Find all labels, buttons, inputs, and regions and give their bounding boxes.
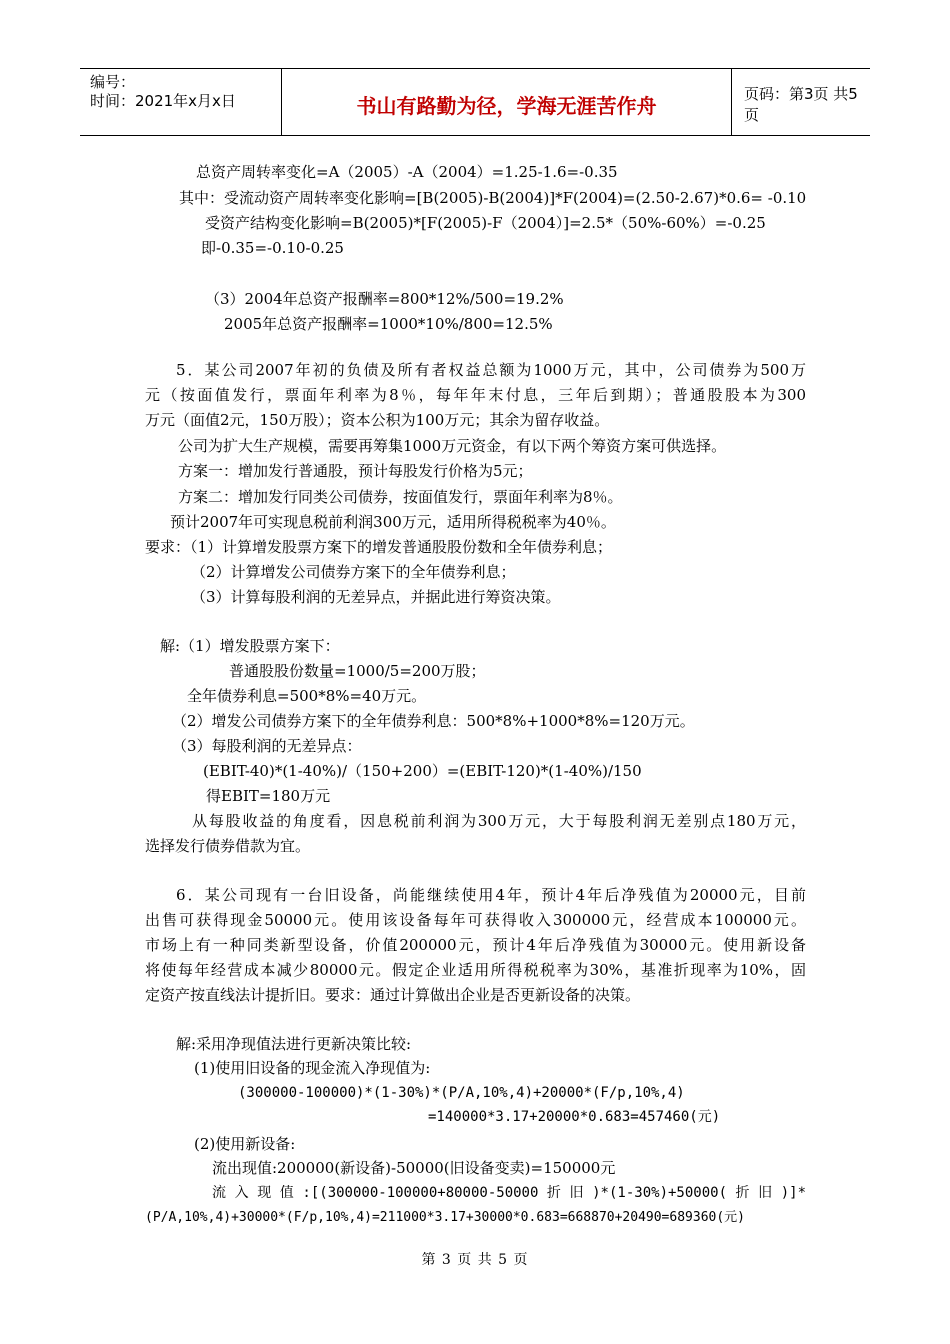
text-line: 解:采用净现值法进行更新决策比较: <box>176 1035 412 1053</box>
text-line: 选择发行债券借款为宜。 <box>145 837 311 855</box>
text-line: 预计2007年可实现息税前利润300万元，适用所得税税率为40％。 <box>170 513 616 531</box>
document-time-label: 时间：2021年x月x日 <box>90 92 236 110</box>
formula-line: =140000*3.17+20000*0.683=457460(元) <box>428 1109 721 1125</box>
text-line: 将使每年经营成本减少80000元。假定企业适用所得税税率为30%，基准折现率为10%，固 <box>145 961 806 979</box>
text-line: 6．某公司现有一台旧设备，尚能继续使用4年，预计4年后净残值为20000元，目前 <box>176 886 806 904</box>
text-line: 方案一：增加发行普通股，预计每股发行价格为5元； <box>178 462 533 480</box>
text-line: 元（按面值发行，票面年利率为8％，每年年末付息，三年后到期）；普通股股本为300 <box>145 386 806 404</box>
text-line: 受资产结构变化影响=B(2005)*[F(2005)-F（2004）]=2.5*（50%-60%）=-0.25 <box>205 214 766 232</box>
text-line: （3）计算每股利润的无差异点，并据此进行筹资决策。 <box>191 588 561 606</box>
formula-line: (300000-100000)*(1-30%)*(P/A,10%,4)+20000*(F/p,10%,4) <box>238 1085 685 1101</box>
text-line: （3）2004年总资产报酬率=800*12%/500=19.2% <box>205 290 564 308</box>
text-line: (1)使用旧设备的现金流入净现值为: <box>194 1059 431 1077</box>
formula-line: (P/A,10%,4)+30000*(F/p,10%,4)=211000*3.17+30000*0.683=668870+20490=689360(元) <box>145 1210 745 1225</box>
header-meta <box>80 69 282 135</box>
text-line: 总资产周转率变化=A（2005）-A（2004）=1.25-1.6=-0.35 <box>196 163 618 181</box>
page-footer: 第 3 页 共 5 页 <box>421 1252 529 1268</box>
formula-line: 流 入 现 值 :[(300000-100000+80000-50000 折 旧 )*(1-30%)+50000( 折 旧 )]* <box>212 1185 806 1201</box>
text-line: 市场上有一种同类新型设备，价值200000元，预计4年后净残值为30000元。使用新设备 <box>145 936 806 954</box>
text-line: 要求：（1）计算增发股票方案下的增发普通股股份数和全年债券利息； <box>145 538 613 556</box>
text-line: 普通股股份数量=1000/5=200万股； <box>229 662 486 680</box>
text-line: 出售可获得现金50000元。使用该设备每年可获得收入300000元，经营成本100000元。 <box>145 911 806 929</box>
text-line: （3）每股利润的无差异点： <box>172 737 362 755</box>
text-line: （2）计算增发公司债券方案下的全年债券利息； <box>191 563 516 581</box>
text-line: 公司为扩大生产规模，需要再筹集1000万元资金，有以下两个筹资方案可供选择。 <box>178 437 727 455</box>
text-line: 万元（面值2元，150万股）；资本公积为100万元；其余为留存收益。 <box>145 411 610 429</box>
page-header <box>80 68 870 136</box>
text-line: (2)使用新设备: <box>194 1135 296 1153</box>
text-line: （2）增发公司债券方案下的全年债券利息：500*8%+1000*8%=120万元。 <box>172 712 695 730</box>
text-line: (EBIT-40)*(1-40%)/（150+200）=(EBIT-120)*(1-40%)/150 <box>203 762 642 780</box>
text-line: 解:（1）增发股票方案下： <box>160 637 340 655</box>
text-line: 定资产按直线法计提折旧。要求：通过计算做出企业是否更新设备的决策。 <box>145 986 641 1004</box>
header-page-code: 页码：第3页 共5页 <box>744 85 858 124</box>
text-line: 方案二：增加发行同类公司债券，按面值发行，票面年利率为8％。 <box>178 488 623 506</box>
text-line: 即-0.35=-0.10-0.25 <box>201 239 344 257</box>
text-line: 得EBIT=180万元 <box>206 787 331 805</box>
text-line: 全年债券利息=500*8%=40万元。 <box>187 687 427 705</box>
text-line: 其中：受流动资产周转率变化影响=[B(2005)-B(2004)]*F(2004)=(2.50-2.67)*0.6= -0.10 <box>179 189 807 207</box>
text-line: 流出现值:200000(新设备)-50000(旧设备变卖)=150000元 <box>212 1159 616 1177</box>
text-line: 2005年总资产报酬率=1000*10%/800=12.5% <box>224 315 553 333</box>
header-motto: 书山有路勤为径，学海无涯苦作舟 <box>282 69 732 135</box>
text-line: 从每股收益的角度看，因息税前利润为300万元，大于每股利润无差别点180万元， <box>192 812 806 830</box>
text-line: 5．某公司2007年初的负债及所有者权益总额为1000万元，其中，公司债券为500万 <box>176 361 806 379</box>
document-number-label: 编号： <box>90 73 136 91</box>
